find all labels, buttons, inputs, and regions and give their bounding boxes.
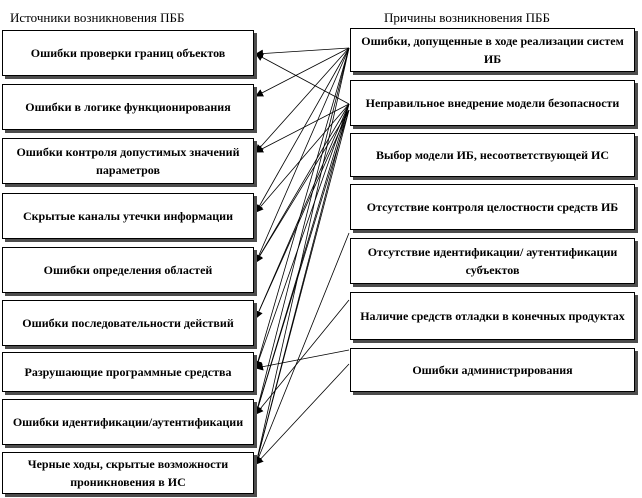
source-box-logic: Ошибки в логике функционирования: [2, 84, 254, 130]
source-box-domain-errors: Ошибки определения областей: [2, 247, 254, 293]
connector-arrow: [256, 364, 349, 464]
cause-box-debug-tools: Наличие средств отладки в конечных продуктах: [350, 292, 635, 340]
connector-arrow: [256, 48, 349, 212]
cause-box-implementation-errors: Ошибки, допущенные в ходе реализации систем ИБ: [350, 28, 635, 72]
cause-box-wrong-model: Неправильное внедрение модели безопасности: [350, 80, 635, 126]
source-box-authn-errors: Ошибки идентификации/аутентификации: [2, 399, 254, 445]
connector-arrow: [256, 110, 349, 262]
connector-arrow: [256, 48, 349, 54]
cause-box-model-choice: Выбор модели ИБ, несоответствующей ИС: [350, 133, 635, 177]
source-box-param-validation: Ошибки контроля допустимых значений параметров: [2, 138, 254, 184]
connector-arrow: [256, 48, 349, 464]
cause-box-integrity-control: Отсутствие контроля целостности средств ИБ: [350, 184, 635, 230]
source-box-sequence-errors: Ошибки последовательности действий: [2, 300, 254, 346]
connector-arrow: [256, 300, 349, 414]
connector-arrow: [256, 48, 349, 368]
connector-arrow: [256, 233, 349, 464]
source-box-malware: Разрушающие программные средства: [2, 352, 254, 392]
causes-header: Причины возникновения ПББ: [384, 10, 550, 25]
connector-arrow: [256, 54, 349, 104]
connector-arrow: [256, 104, 349, 368]
cause-box-admin-errors: Ошибки администрирования: [350, 348, 635, 392]
source-box-covert-channels: Скрытые каналы утечки информации: [2, 193, 254, 239]
source-box-backdoors: Черные ходы, скрытые возможности проникновения в ИС: [2, 452, 254, 494]
cause-box-no-authn: Отсутствие идентификации/ аутентификации субъектов: [350, 238, 635, 284]
source-box-bounds-check: Ошибки проверки границ объектов: [2, 30, 254, 76]
sources-header: Источники возникновения ПББ: [10, 10, 185, 25]
